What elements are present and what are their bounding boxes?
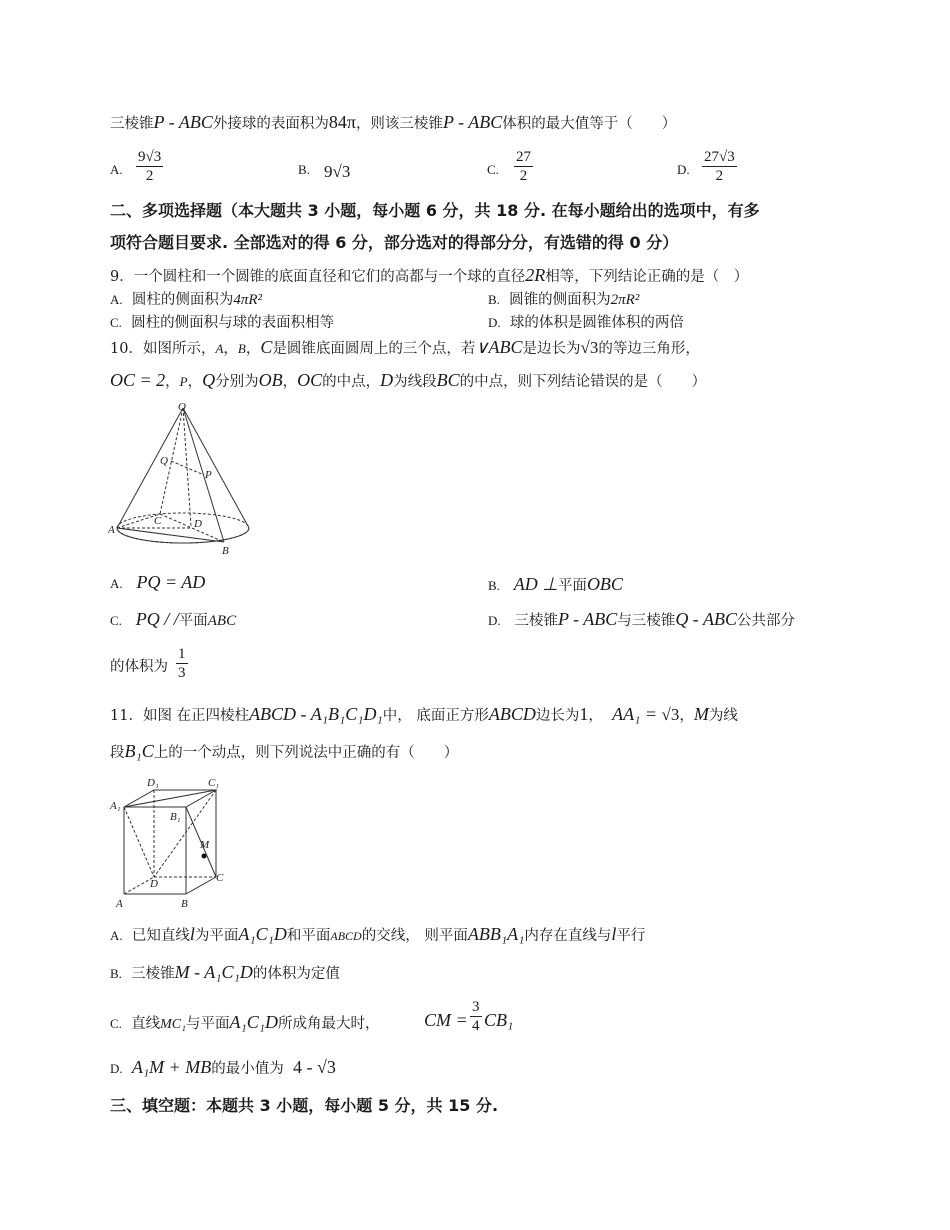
q8-stem (110, 112, 676, 134)
cone-label-P: P (205, 469, 212, 481)
q11-stem1b: 中， 底面正方形 (382, 708, 489, 724)
q11-sqrt3: √3 (661, 705, 680, 724)
q11-stem-line1: 11．如图 在正四棱柱ABCD - A₁B₁C₁D₁中， 底面正方形ABCD边长为1， AA₁ = √3，M为线 (110, 704, 738, 724)
q9-c-text: 圆柱的侧面积与球的表面积相等 (131, 315, 335, 331)
q10-c-label: C. (110, 613, 122, 628)
q10-stem1a: 10．如图所示， (110, 341, 216, 357)
q11-a-t3: 和平面 (286, 928, 331, 944)
q9-stem1: 9．一个圆柱和一个圆锥的底面直径和它们的高都与一个球的直径 (110, 269, 526, 285)
q10-stem-line2: OC = 2，P，Q分别为OB，OC的中点，D为线段BC的中点，则下列结论错误的是（ ） (110, 370, 707, 390)
q9-c-label: C. (110, 315, 122, 330)
q10-stem2c: 为线段 (393, 374, 437, 390)
prism-diag-A1D (124, 807, 154, 877)
q11-b-t2: 的体积为定值 (252, 966, 340, 982)
q10-d-text2: 与三棱锥 (617, 613, 676, 629)
q8-opt-c-num: 27 (516, 149, 531, 165)
q10-A: A (215, 341, 224, 356)
q10-P: P (179, 374, 188, 389)
q9-b-text: 圆锥的侧面积为 (509, 292, 611, 308)
q11-c-t1: 直线 (131, 1016, 161, 1032)
q11-c-den: 4 (472, 1018, 480, 1034)
q11-c-m2: A₁C₁D (229, 1012, 279, 1032)
q11-d-m1: A₁M + MB (131, 1057, 212, 1077)
q10-stem1b: 是圆锥底面圆周上的三个点，若 (272, 341, 476, 357)
q11-option-a (110, 924, 645, 946)
q11-stem1a: 11．如图 在正四棱柱 (110, 708, 250, 724)
q10-bc: BC (436, 370, 460, 390)
q11-c-frac (470, 998, 482, 1035)
q10-b-math: AD ⊥ (513, 574, 558, 594)
q11-c-m3: CM = (424, 1010, 468, 1030)
q11-d-m2: 4 - √3 (292, 1057, 336, 1077)
q11-a-t6: 平行 (616, 928, 646, 944)
cone-edge-right (183, 408, 249, 528)
q8-area: 84π (328, 112, 356, 132)
q10-stem-line1: 10．如图所示，A，B，C是圆锥底面圆周上的三个点，若∨ABC是边长为√3的等边三角形， (110, 337, 700, 357)
q9-r: 2R (525, 265, 546, 285)
q10-stem2b: 的中点， (322, 374, 381, 390)
q10-stem2d: 的中点，则下列结论错误的是（ ） (459, 374, 707, 390)
q10-option-a (110, 572, 205, 594)
q11-option-b (110, 962, 340, 984)
q11-stem2a: 段 (110, 745, 125, 761)
q10-d-frac (176, 645, 188, 682)
q10-ob: OB (258, 370, 283, 390)
q10-d-num: 1 (178, 646, 186, 662)
q8-opt-a-den: 2 (145, 168, 154, 184)
cone-label-D: D (194, 518, 202, 530)
q8-opt-d-num: 27√3 (704, 149, 735, 165)
q10-D: D (380, 370, 394, 390)
q10-d-m2: Q - ABC (675, 609, 737, 629)
q11-a-m1: A₁C₁D (238, 924, 287, 944)
q10-d-m1: P - ABC (557, 609, 618, 629)
q10-ocv: OC (297, 370, 323, 390)
q10-C: C (260, 337, 273, 357)
q10-a-math: PQ = AD (136, 572, 206, 592)
q8-opt-d-den: 2 (715, 168, 724, 184)
q10-tri: ∨ABC (475, 337, 523, 357)
q11-m: M (693, 704, 709, 724)
q11-prism: ABCD - A₁B₁C₁D₁ (249, 704, 383, 724)
cone-axis (183, 408, 191, 526)
q8-pabc: P - ABC (153, 112, 213, 132)
q8-opt-c-label: C. (487, 162, 499, 177)
q11-stem1c: 边长为 (535, 708, 580, 724)
q11-d-label: D. (110, 1061, 123, 1076)
q11-option-d (110, 1057, 336, 1079)
q9-option-d (488, 313, 684, 333)
q10-c-text: 平面 (178, 613, 208, 629)
section2-heading-line1: 二、多项选择题（本大题共 3 小题，每小题 6 分，共 18 分. 在每小题给出的选项中，有多 (110, 201, 760, 220)
q11-a-t4: 的交线， 则平面 (361, 928, 468, 944)
q9-d-label: D. (488, 315, 501, 330)
q11-a-l: l (189, 924, 195, 944)
q8-text1: 三棱锥 (110, 116, 154, 132)
cone-edge-OA (117, 408, 183, 528)
q11-a-l2: l (611, 924, 617, 944)
prism-point-M (202, 854, 207, 859)
q11-c-m1: MC₁ (160, 1017, 187, 1032)
q8-opt-a-num: 9√3 (138, 149, 162, 165)
q10-d-text3: 公共部分 (736, 613, 795, 629)
prism-label-D1: D₁ (147, 777, 159, 789)
q11-a-t2: 为平面 (194, 928, 239, 944)
q10-stem1c: 是边长为 (522, 341, 581, 357)
q9-stem (110, 265, 748, 287)
prism-label-A1: A₁ (110, 800, 121, 812)
q8-opt-b-label: B. (298, 162, 310, 177)
q11-stem2b: 上的一个动点，则下列说法中正确的有（ ） (153, 745, 459, 761)
prism-diag-A1C1 (124, 790, 216, 807)
prism-label-C1: C₁ (208, 777, 220, 789)
q10-option-c (110, 609, 236, 631)
q10-d-den: 3 (178, 665, 186, 681)
prism-edge-BC (186, 877, 216, 894)
q11-d-t1: 的最小值为 (211, 1061, 284, 1077)
q8-opt-d-label: D. (677, 162, 690, 177)
q11-a-m3: ABB₁A₁ (467, 924, 525, 944)
q8-opt-c-den: 2 (519, 168, 528, 184)
q11-a-m2: ABCD (330, 929, 362, 943)
q11-one: 1 (579, 704, 589, 724)
q10-sqrt3: √3 (580, 338, 599, 357)
q9-a-text: 圆柱的侧面积为 (131, 292, 234, 308)
q10-oc: OC = 2 (110, 370, 166, 390)
q11-c-t3: 所成角最大时， (278, 1016, 380, 1032)
q9-b-math: 2πR² (610, 292, 640, 308)
prism-label-M: M (200, 839, 210, 851)
q11-b-label: B. (110, 966, 122, 981)
cone-label-O: O (178, 401, 186, 413)
q8-opt-a-label: A. (110, 162, 123, 177)
q8-opt-b-value: 9√3 (324, 162, 351, 181)
q10-c-math2: ABC (207, 613, 237, 629)
q10-option-d (488, 609, 795, 631)
q11-c-left (110, 1012, 380, 1035)
cone-label-C: C (154, 515, 162, 527)
q8-text3: ，则该三棱锥 (355, 116, 443, 132)
q11-c-m4: CB₁ (484, 1010, 514, 1030)
q11-b-t1: 三棱锥 (131, 966, 175, 982)
section2-heading-line2: 项符合题目要求. 全部选对的得 6 分，部分选对的得部分分，有选错的得 0 分） (110, 233, 679, 252)
q11-abcd: ABCD (488, 704, 536, 724)
q8-pabc2: P - ABC (442, 112, 503, 132)
q11-aa1: AA₁ = (612, 704, 662, 724)
q11-a-t1: 已知直线 (131, 928, 190, 944)
q10-Q: Q (202, 370, 216, 390)
prism-label-D: D (150, 878, 158, 890)
prism-label-C: C (216, 872, 224, 884)
q9-a-label: A. (110, 292, 123, 307)
prism-diag-C1D (154, 790, 216, 877)
q10-cone-figure (108, 398, 258, 560)
q9-option-c (110, 313, 334, 333)
cone-label-Q: Q (160, 455, 168, 467)
q10-stem2a: 分别为 (215, 374, 259, 390)
q8-opt-c-frac (514, 148, 533, 185)
cone-label-A: A (108, 524, 115, 536)
q11-c-num: 3 (472, 999, 480, 1015)
q10-d-label: D. (488, 613, 501, 628)
q10-option-b (488, 574, 623, 596)
q9-b-label: B. (488, 292, 500, 307)
q9-stem2: 相等，下列结论正确的是（ ） (545, 269, 749, 285)
q11-a-label: A. (110, 928, 123, 943)
section3-heading: 三、填空题：本题共 3 小题，每小题 5 分，共 15 分. (110, 1096, 499, 1115)
prism-label-B: B (181, 898, 188, 910)
q8-opt-a-frac (136, 148, 163, 185)
q9-option-a (110, 290, 262, 310)
q10-B: B (237, 341, 246, 356)
q8-text4: 体积的最大值等于（ ） (502, 116, 677, 132)
q10-c-math: PQ / / (135, 609, 179, 629)
q11-c-t2: 与平面 (186, 1016, 230, 1032)
q9-option-b (488, 290, 639, 310)
prism-label-B1: B₁ (170, 811, 181, 823)
q10-a-label: A. (110, 576, 123, 591)
q10-b-text: 平面 (557, 578, 587, 594)
cone-label-B: B (222, 545, 229, 557)
q10-b-label: B. (488, 578, 500, 593)
q8-text2: 外接球的表面积为 (212, 116, 329, 132)
q9-a-math: 4πR² (233, 292, 263, 308)
q11-a-t5: 内存在直线与 (524, 928, 612, 944)
q11-b1c: B₁C (124, 741, 154, 761)
q8-opt-d-frac (702, 148, 737, 185)
q10-stem1d: 的等边三角形， (598, 341, 700, 357)
q9-d-text: 球的体积是圆锥体积的两倍 (509, 315, 684, 331)
q11-b-m1: M - A₁C₁D (174, 962, 253, 982)
q10-b-math2: OBC (586, 574, 623, 594)
q10-d-text4: 的体积为 (110, 659, 168, 675)
q11-stem-line2 (110, 741, 458, 763)
q11-c-label: C. (110, 1016, 122, 1031)
q10-d-text1: 三棱锥 (514, 613, 558, 629)
q11-prism-figure (108, 772, 238, 912)
prism-label-A: A (116, 898, 123, 910)
q11-stem1d: 为线 (708, 708, 738, 724)
